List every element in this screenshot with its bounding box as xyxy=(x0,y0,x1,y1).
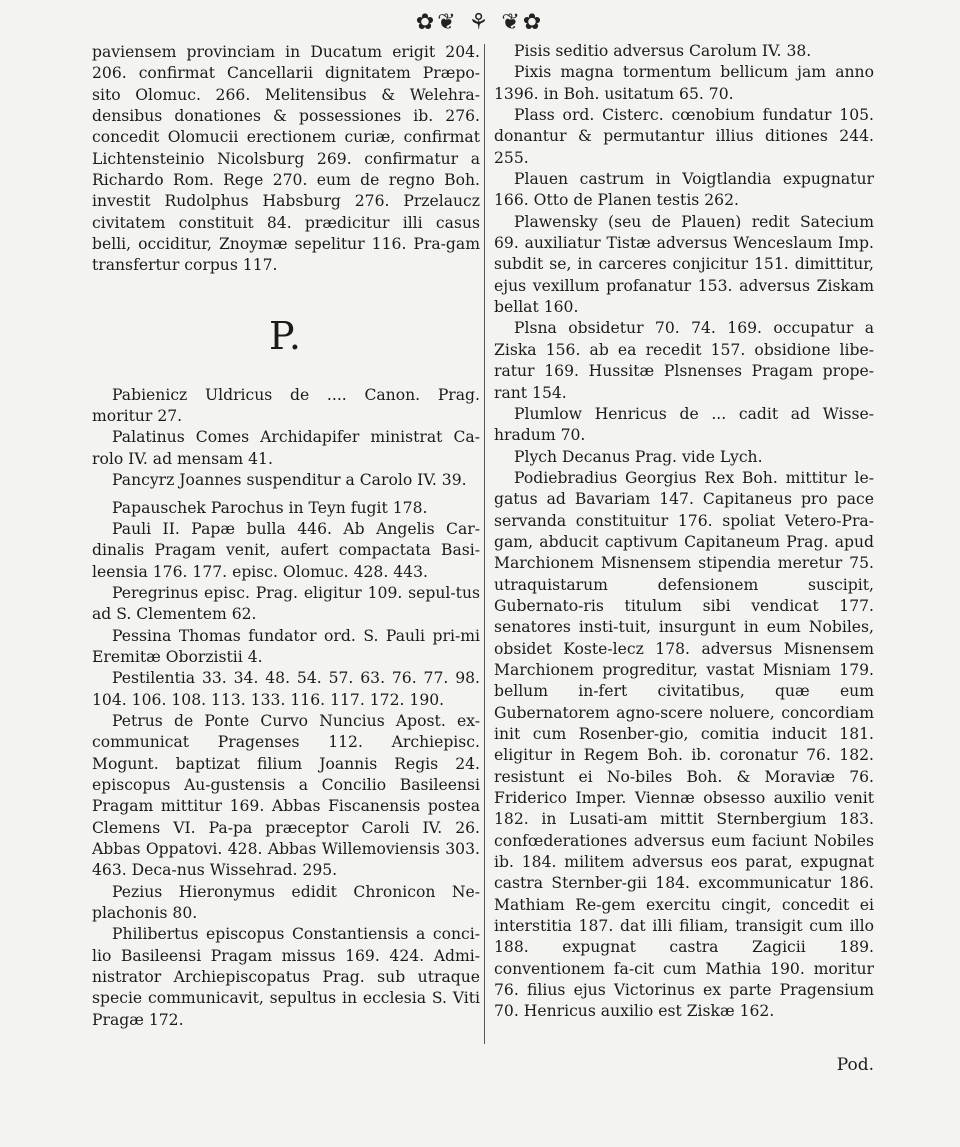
index-entry: Philibertus episcopus Constantiensis a conci-lio Basileensi Pragam missus 169. 424. Admi-nistrator Archiepiscopatus Prag. sub utraque specie communicavit, sepultus in ecclesia S. Viti Pragæ 172. xyxy=(92,925,480,1029)
index-entry: Papauschek Parochus in Teyn fugit 178. xyxy=(112,498,428,517)
index-entry: Pabienicz Uldricus de .... Canon. Prag. moritur 27. xyxy=(92,385,480,426)
header-ornament: ✿❦ ⚘ ❦✿ xyxy=(415,10,545,35)
index-entry: Plauen castrum in Voigtlandia expugnatur 166. Otto de Planen testis 262. xyxy=(494,170,874,210)
index-entry: Pancyrz Joannes suspenditur a Carolo IV. 39. xyxy=(112,471,467,490)
index-entry: paviensem provinciam in Ducatum erigit 204. 206. confirmat Cancellarii dignitatem Præpo-sito Olomuc. 266. Melitensibus & Welehra-densibus donationes & possessiones ib. 276. concedit Olomucii erectionem curiæ, confirmat Lichtensteinio Nicolsburg 269. confirmatur a Richardo Rom. Rege 270. eum de regno Boh. investit Rudolphus Habsburg 276. Przelaucz civitatem constituit 84. prædicitur illi casus belli, occiditur, Znoymæ sepelitur 116. Pra-gam transfertur corpus 117. xyxy=(92,43,480,275)
catchword: Pod. xyxy=(836,1055,874,1075)
index-entry: Palatinus Comes Archidapifer ministrat Ca-rolo IV. ad mensam 41. xyxy=(92,428,480,468)
index-entry: Pezius Hieronymus edidit Chronicon Ne-plachonis 80. xyxy=(92,882,480,923)
section-letter: P. xyxy=(269,313,303,358)
right-column xyxy=(494,41,874,1023)
index-entry: Plych Decanus Prag. vide Lych. xyxy=(514,447,763,466)
index-entry: Plawensky (seu de Plauen) redit Satecium 69. auxiliatur Tistæ adversus Wenceslaum Imp. subdit se, in carceres conjicitur 151. dimittitur, ejus vexillum profanatur 153. adversus Ziskam bellat 160. xyxy=(494,212,874,317)
index-entry: Peregrinus episc. Prag. eligitur 109. sepul-tus ad S. Clementem 62. xyxy=(92,583,480,624)
index-entry: Petrus de Ponte Curvo Nuncius Apost. ex-communicat Pragenses 112. Archiepisc. Mogunt. baptizat filium Joannis Regis 24. episcopus Au-gustensis a Concilio Basileensi Pragam mittitur 169. Abbas Fiscanensis postea Clemens VI. Pa-pa præceptor Caroli IV. 26. Abbas Oppatovi. 428. Abbas Willemoviensis 303. 463. Deca-nus Wissehrad. 295. xyxy=(92,711,480,880)
index-entry: Podiebradius Georgius Rex Boh. mittitur le-gatus ad Bavariam 147. Capitaneus pro pace servanda constituitur 176. spoliat Vetero-Pra-gam, abducit captivum Capitaneum Prag. apud Marchionem Misnensem stipendia meretur 75. utraquistarum defensionem suscipit, Gubernato-ris titulum sibi vendicat 177. senatores insti-tuit, insurgunt in eum Nobiles, obsidet Koste-lecz 178. adversus Misnensem Marchionem progreditur, vastat Misniam 179. bellum in-fert civitatibus, quæ eum Gubernatorem agno-scere noluere, concordiam init cum Rosenber-gio, comitia inducit 181. eligitur in Regem Boh. ib. coronatur 76. 182. resistunt ei No-biles Boh. & Moraviæ 76. Friderico Imper. Viennæ obsesso auxilio venit 182. in Lusati-am mittit Sternbergium 183. confœderationes adversus eum faciunt Nobiles ib. 184. militem adversus eos parat, expugnat castra Sternber-gii 184. excommunicatur 186. Mathiam Re-gem exercitu cingit, concedit ei interstitia 187. dat illi filiam, transigit cum illo 188. expugnat castra Zagicii 189. conventionem fa-cit cum Mathia 190. moritur 76. filius ejus Victorinus ex parte Pragensium 70. Henricus auxilio est Ziskæ 162. xyxy=(494,468,874,1021)
index-entry: Plsna obsidetur 70. 74. 169. occupatur a Ziska 156. ab ea recedit 157. obsidione libe-ratur 169. Hussitæ Plsnenses Pragam prope-rant 154. xyxy=(494,319,874,402)
index-entry: Pixis magna tormentum bellicum jam anno 1396. in Boh. usitatum 65. 70. xyxy=(494,63,874,103)
index-entry: Pauli II. Papæ bulla 446. Ab Angelis Car-dinalis Pragam venit, aufert compactata Basi-leensia 176. 177. episc. Olomuc. 428. 443. xyxy=(92,519,480,581)
index-entry: Pessina Thomas fundator ord. S. Pauli pri-mi Eremitæ Oborzistii 4. xyxy=(92,626,480,666)
index-entry: Plumlow Henricus de ... cadit ad Wisse-hradum 70. xyxy=(494,404,874,445)
index-entry: Plass ord. Cisterc. cœnobium fundatur 105. donantur & permutantur illius ditiones 244. 255. xyxy=(494,106,874,167)
column-divider xyxy=(484,44,485,1044)
index-entry: Pestilentia 33. 34. 48. 54. 57. 63. 76. 77. 98. 104. 106. 108. 113. 133. 116. 117. 172. 190. xyxy=(92,669,480,709)
index-entry: Pisis seditio adversus Carolum IV. 38. xyxy=(514,42,812,60)
left-column xyxy=(92,42,480,1031)
